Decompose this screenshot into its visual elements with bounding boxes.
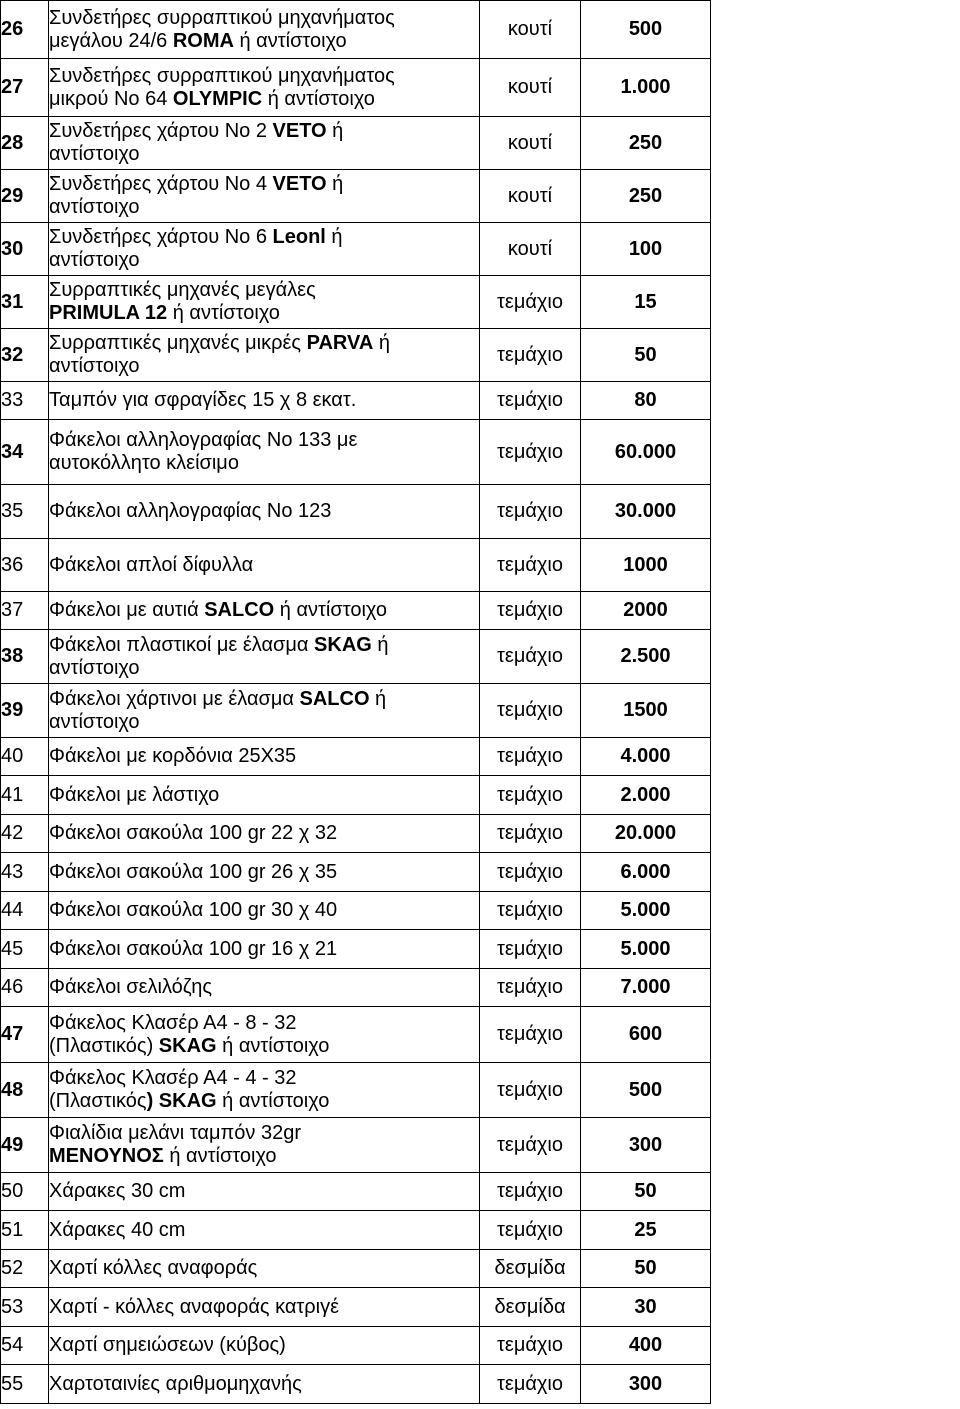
description-brand: SKAG: [158, 1034, 217, 1057]
description-text: Συνδετήρες χάρτου Νο 2: [49, 120, 273, 142]
item-description: [49, 1250, 480, 1288]
description-brand: ΜΕΝΟΥΝΟΣ: [49, 1145, 164, 1167]
description-text: Συνδετήρες χάρτου Νο 4: [49, 173, 273, 195]
description-text: Φάκελοι σακούλα 100 gr 26 χ 35: [49, 860, 338, 883]
table-row: [1, 892, 711, 930]
description-brand: SKAG: [314, 633, 372, 656]
description-brand: SALCO: [299, 687, 370, 710]
item-number: 38: [1, 630, 49, 684]
item-description: [49, 853, 480, 892]
item-quantity: 400: [581, 1327, 711, 1365]
item-quantity: 1500: [581, 684, 711, 738]
item-number: 35: [1, 485, 49, 539]
item-description: [49, 1063, 480, 1118]
item-number: 29: [1, 170, 49, 223]
description-line: [49, 1012, 479, 1035]
description-text: αυτοκόλλητο κλείσιμο: [49, 452, 239, 474]
description-line: [49, 1035, 479, 1058]
item-unit: δεσμίδα: [480, 1288, 581, 1327]
item-number: 44: [1, 892, 49, 930]
item-unit: τεμάχιο: [480, 539, 581, 592]
description-text: Χάρακες 30 cm: [49, 1180, 186, 1202]
item-number: 51: [1, 1211, 49, 1250]
description-line: [49, 1257, 479, 1280]
description-text: Φάκελοι απλοί δίφυλλα: [49, 553, 254, 576]
item-description: [49, 892, 480, 930]
item-quantity: 250: [581, 170, 711, 223]
description-text: Φάκελοι με κορδόνια 25Χ35: [49, 745, 297, 767]
item-description: [49, 1007, 480, 1063]
item-number: 36: [1, 539, 49, 592]
description-brand: PARVA: [306, 332, 374, 354]
description-line: [49, 1122, 479, 1145]
item-description: [49, 630, 480, 684]
description-line: [49, 173, 479, 196]
item-unit: τεμάχιο: [480, 930, 581, 969]
description-text: ή αντίστοιχο: [262, 87, 375, 110]
description-line: [49, 861, 479, 884]
item-unit: κουτί: [480, 170, 581, 223]
description-text: αντίστοιχο: [49, 249, 140, 271]
item-number: 53: [1, 1288, 49, 1327]
item-number: 50: [1, 1173, 49, 1211]
item-unit: τεμάχιο: [480, 815, 581, 853]
description-text: Φιαλίδια μελάνι ταμπόν 32gr: [49, 1122, 302, 1144]
item-unit: τεμάχιο: [480, 592, 581, 630]
item-unit: κουτί: [480, 1, 581, 59]
item-description: [49, 382, 480, 420]
item-description: [49, 276, 480, 329]
description-line: [49, 1373, 479, 1396]
description-text: Φάκελος Κλασέρ Α4 - 8 - 32: [49, 1011, 297, 1034]
item-quantity: 500: [581, 1, 711, 59]
item-number: 30: [1, 223, 49, 276]
description-line: [49, 711, 479, 734]
description-line: [49, 429, 479, 452]
item-number: 52: [1, 1250, 49, 1288]
item-description: [49, 776, 480, 815]
table-row: [1, 815, 711, 853]
description-text: Φάκελοι αλληλογραφίας Νο 123: [49, 500, 332, 522]
table-row: [1, 59, 711, 117]
description-line: [49, 452, 479, 475]
item-description: [49, 170, 480, 223]
table-row: [1, 117, 711, 170]
item-unit: τεμάχιο: [480, 684, 581, 738]
item-number: 34: [1, 420, 49, 485]
description-line: [49, 1334, 479, 1357]
item-description: [49, 485, 480, 539]
item-number: 31: [1, 276, 49, 329]
items-table-body: [1, 1, 711, 1404]
item-quantity: 30: [581, 1288, 711, 1327]
item-unit: τεμάχιο: [480, 969, 581, 1007]
description-text: Φάκελοι με αυτιά: [49, 599, 205, 621]
item-quantity: 6.000: [581, 853, 711, 892]
item-unit: τεμάχιο: [480, 276, 581, 329]
item-number: 43: [1, 853, 49, 892]
item-number: 48: [1, 1063, 49, 1118]
description-line: [49, 1067, 479, 1090]
description-line: [49, 302, 479, 325]
description-line: [49, 899, 479, 922]
description-line: [49, 1296, 479, 1319]
item-unit: τεμάχιο: [480, 382, 581, 420]
item-description: [49, 223, 480, 276]
item-description: [49, 684, 480, 738]
table-row: [1, 539, 711, 592]
item-quantity: 300: [581, 1118, 711, 1173]
description-line: [49, 599, 479, 622]
description-text: αντίστοιχο: [49, 710, 140, 733]
item-unit: τεμάχιο: [480, 485, 581, 539]
item-quantity: 300: [581, 1365, 711, 1404]
description-text: Συνδετήρες συρραπτικού μηχανήματος: [49, 6, 395, 29]
item-unit: τεμάχιο: [480, 1007, 581, 1063]
item-number: 42: [1, 815, 49, 853]
item-quantity: 2000: [581, 592, 711, 630]
table-row: [1, 329, 711, 382]
item-number: 33: [1, 382, 49, 420]
item-unit: τεμάχιο: [480, 1327, 581, 1365]
description-line: [49, 634, 479, 657]
description-line: [49, 7, 479, 30]
description-text: Φάκελοι χάρτινοι με έλασμα: [49, 687, 300, 710]
table-row: [1, 684, 711, 738]
item-number: 49: [1, 1118, 49, 1173]
item-description: [49, 1211, 480, 1250]
item-description: [49, 420, 480, 485]
description-text: αντίστοιχο: [49, 196, 140, 218]
description-line: [49, 196, 479, 219]
item-description: [49, 1327, 480, 1365]
description-text: Χαρτοταινίες αριθμομηχανής: [49, 1372, 302, 1395]
description-text: Συρραπτικές μηχανές μεγάλες: [49, 279, 316, 301]
table-row: [1, 223, 711, 276]
description-text: ή αντίστοιχο: [216, 1034, 330, 1057]
table-row: [1, 853, 711, 892]
item-quantity: 20.000: [581, 815, 711, 853]
description-text: Συρραπτικές μηχανές μικρές: [49, 332, 307, 354]
item-unit: κουτί: [480, 223, 581, 276]
item-quantity: 1000: [581, 539, 711, 592]
description-text: (Πλαστικός: [49, 1090, 147, 1112]
table-row: [1, 485, 711, 539]
table-row: [1, 969, 711, 1007]
item-description: [49, 1173, 480, 1211]
description-text: ή αντίστοιχο: [274, 599, 387, 621]
table-row: [1, 1250, 711, 1288]
description-text: Φάκελοι σακούλα 100 gr 16 χ 21: [49, 937, 338, 960]
table-row: [1, 1118, 711, 1173]
description-text: ή: [369, 687, 387, 710]
item-quantity: 50: [581, 1250, 711, 1288]
description-text: αντίστοιχο: [49, 656, 140, 679]
item-unit: τεμάχιο: [480, 1211, 581, 1250]
item-quantity: 2.500: [581, 630, 711, 684]
description-text: ή: [326, 120, 344, 142]
description-line: [49, 745, 479, 768]
description-brand: ) SKAG: [146, 1090, 217, 1112]
description-line: [49, 1145, 479, 1168]
item-unit: δεσμίδα: [480, 1250, 581, 1288]
description-text: Φάκελοι πλαστικοί με έλασμα: [49, 633, 315, 656]
table-row: [1, 1063, 711, 1118]
item-number: 41: [1, 776, 49, 815]
item-number: 55: [1, 1365, 49, 1404]
description-line: [49, 688, 479, 711]
description-text: Φάκελοι σακούλα 100 gr 30 χ 40: [49, 899, 338, 921]
item-unit: τεμάχιο: [480, 420, 581, 485]
table-row: [1, 930, 711, 969]
item-quantity: 600: [581, 1007, 711, 1063]
item-quantity: 2.000: [581, 776, 711, 815]
item-quantity: 4.000: [581, 738, 711, 776]
item-unit: τεμάχιο: [480, 776, 581, 815]
description-text: ή αντίστοιχο: [233, 29, 347, 52]
description-line: [49, 1219, 479, 1242]
description-text: Φάκελοι αλληλογραφίας Νο 133 με: [49, 429, 358, 451]
description-line: [49, 355, 479, 378]
table-row: [1, 1007, 711, 1063]
description-text: μεγάλου 24/6: [49, 29, 173, 52]
item-unit: τεμάχιο: [480, 630, 581, 684]
item-description: [49, 1365, 480, 1404]
description-text: Συνδετήρες χάρτου Νο 6: [49, 226, 273, 248]
item-unit: τεμάχιο: [480, 738, 581, 776]
description-line: [49, 30, 479, 53]
item-unit: τεμάχιο: [480, 853, 581, 892]
item-quantity: 50: [581, 1173, 711, 1211]
description-line: [49, 657, 479, 680]
item-description: [49, 117, 480, 170]
description-text: ή: [326, 173, 344, 195]
item-description: [49, 592, 480, 630]
item-quantity: 50: [581, 329, 711, 382]
item-number: 40: [1, 738, 49, 776]
item-description: [49, 930, 480, 969]
item-number: 26: [1, 1, 49, 59]
description-line: [49, 332, 479, 355]
description-line: [49, 500, 479, 523]
description-text: Συνδετήρες συρραπτικού μηχανήματος: [49, 64, 395, 87]
table-row: [1, 630, 711, 684]
description-brand: SALCO: [204, 599, 275, 621]
description-line: [49, 784, 479, 807]
description-brand: OLYMPIC: [172, 87, 263, 110]
item-unit: τεμάχιο: [480, 1173, 581, 1211]
description-text: Φάκελοι με λάστιχο: [49, 783, 220, 806]
description-text: αντίστοιχο: [49, 143, 140, 165]
description-text: ή: [325, 226, 343, 248]
description-brand: ROMA: [172, 29, 234, 52]
item-unit: κουτί: [480, 117, 581, 170]
item-description: [49, 1288, 480, 1327]
item-unit: τεμάχιο: [480, 329, 581, 382]
description-line: [49, 143, 479, 166]
table-row: [1, 1365, 711, 1404]
item-quantity: 100: [581, 223, 711, 276]
table-row: [1, 592, 711, 630]
item-quantity: 1.000: [581, 59, 711, 117]
item-unit: τεμάχιο: [480, 1063, 581, 1118]
description-text: (Πλαστικός): [49, 1034, 159, 1057]
description-brand: VETO: [272, 120, 327, 142]
description-brand: Leonl: [272, 226, 326, 248]
item-number: 46: [1, 969, 49, 1007]
table-row: [1, 738, 711, 776]
item-description: [49, 738, 480, 776]
item-number: 47: [1, 1007, 49, 1063]
item-description: [49, 329, 480, 382]
item-unit: τεμάχιο: [480, 1365, 581, 1404]
description-text: ή: [373, 332, 390, 354]
item-description: [49, 539, 480, 592]
table-row: [1, 1288, 711, 1327]
item-number: 39: [1, 684, 49, 738]
item-number: 32: [1, 329, 49, 382]
item-unit: τεμάχιο: [480, 1118, 581, 1173]
item-description: [49, 969, 480, 1007]
item-quantity: 60.000: [581, 420, 711, 485]
description-text: ή αντίστοιχο: [216, 1090, 330, 1112]
description-line: [49, 1090, 479, 1113]
description-text: Χαρτί - κόλλες αναφοράς κατριγέ: [49, 1295, 340, 1318]
item-quantity: 80: [581, 382, 711, 420]
item-number: 37: [1, 592, 49, 630]
description-line: [49, 279, 479, 302]
item-quantity: 5.000: [581, 892, 711, 930]
description-text: αντίστοιχο: [49, 355, 140, 377]
table-row: [1, 776, 711, 815]
description-line: [49, 120, 479, 143]
item-description: [49, 1118, 480, 1173]
item-quantity: 7.000: [581, 969, 711, 1007]
table-row: [1, 1327, 711, 1365]
description-text: Φάκελος Κλασέρ Α4 - 4 - 32: [49, 1067, 297, 1089]
table-row: [1, 1173, 711, 1211]
table-row: [1, 1, 711, 59]
description-brand: PRIMULA 12: [49, 302, 168, 324]
item-description: [49, 1, 480, 59]
description-text: ή αντίστοιχο: [167, 302, 280, 324]
description-text: Χαρτί κόλλες αναφοράς: [49, 1257, 258, 1279]
description-text: Χάρακες 40 cm: [49, 1218, 186, 1241]
description-text: μικρού Νο 64: [49, 87, 173, 110]
item-number: 54: [1, 1327, 49, 1365]
item-unit: τεμάχιο: [480, 892, 581, 930]
item-number: 27: [1, 59, 49, 117]
item-quantity: 5.000: [581, 930, 711, 969]
description-text: ή: [371, 633, 389, 656]
item-quantity: 25: [581, 1211, 711, 1250]
description-line: [49, 938, 479, 961]
table-row: [1, 276, 711, 329]
item-quantity: 500: [581, 1063, 711, 1118]
description-line: [49, 88, 479, 111]
description-line: [49, 389, 479, 412]
item-description: [49, 815, 480, 853]
description-line: [49, 226, 479, 249]
description-line: [49, 976, 479, 999]
item-description: [49, 59, 480, 117]
table-row: [1, 170, 711, 223]
description-text: Ταμπόν για σφραγίδες 15 χ 8 εκατ.: [49, 389, 357, 411]
description-line: [49, 822, 479, 845]
description-text: ή αντίστοιχο: [163, 1145, 277, 1167]
table-row: [1, 420, 711, 485]
description-text: Φάκελοι σελιλόζης: [49, 976, 212, 998]
item-quantity: 15: [581, 276, 711, 329]
description-line: [49, 65, 479, 88]
description-line: [49, 1180, 479, 1203]
table-row: [1, 1211, 711, 1250]
item-number: 45: [1, 930, 49, 969]
description-text: Φάκελοι σακούλα 100 gr 22 χ 32: [49, 822, 338, 844]
item-unit: κουτί: [480, 59, 581, 117]
description-line: [49, 249, 479, 272]
item-quantity: 250: [581, 117, 711, 170]
item-quantity: 30.000: [581, 485, 711, 539]
description-text: Χαρτί σημειώσεων (κύβος): [49, 1334, 286, 1356]
item-number: 28: [1, 117, 49, 170]
table-row: [1, 382, 711, 420]
description-brand: VETO: [272, 173, 327, 195]
description-line: [49, 554, 479, 577]
